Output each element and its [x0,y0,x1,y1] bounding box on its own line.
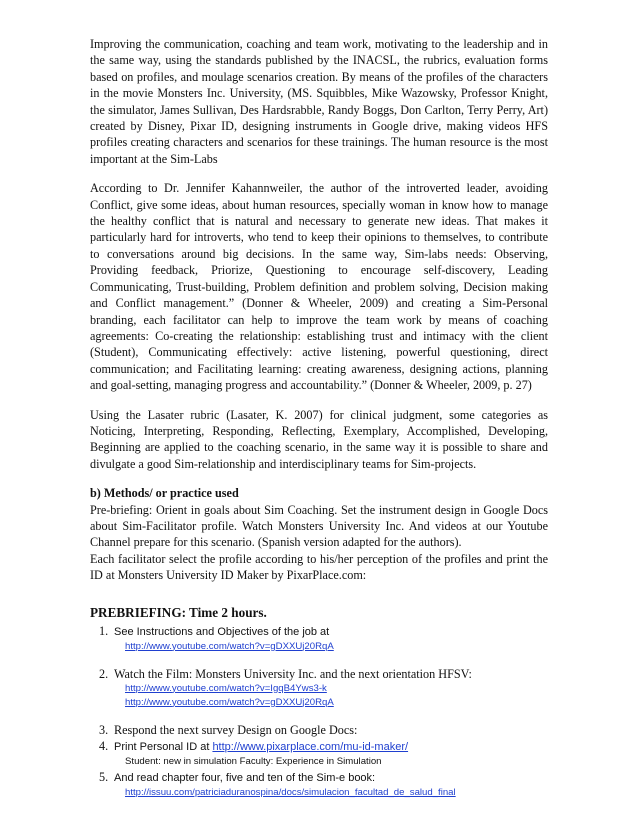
step-number: 2. [99,666,109,681]
step-4 [90,738,548,755]
step-text: And read chapter four, five and ten of the Sim-e book: [114,771,376,784]
prebriefing-heading: PREBRIEFING: Time 2 hours. [90,604,267,620]
step-1-links [90,640,548,654]
step-2-links [90,682,548,710]
methods-prebriefing-paragraph: Pre-briefing: Orient in goals about Sim Coaching. Set the instrument design in Google Docs about Sim-Facilitator profile. Watch Monsters University Inc. And videos at our Youtube Channel prepare for this scenario. (Spanish version adapted for the authors). [90,502,548,550]
step-3 [90,722,548,738]
step-4-note: Student: new in simulation Faculty: Experience in Simulation [125,755,382,767]
issuu-link[interactable]: http://issuu.com/patriciaduranospina/docs/simulacion_facultad_de_salud_final [125,786,456,798]
step-number: 4. [99,738,109,753]
step-number: 3. [99,722,109,737]
youtube-link[interactable]: http://www.youtube.com/watch?v=IgqB4Yws3-k [125,682,327,694]
step-number: 5. [99,769,109,784]
step-text: Watch the Film: Monsters University Inc. and the next orientation HFSV: [114,666,472,681]
step-2 [90,666,548,682]
methods-heading: b) Methods/ or practice used [90,486,239,501]
methods-facilitator-paragraph: Each facilitator select the profile according to his/her perception of the profiles and print the ID at Monsters University ID Maker by PixarPlace.com: [90,551,548,583]
youtube-link[interactable]: http://www.youtube.com/watch?v=gDXXUj20RqA [125,696,334,708]
youtube-link[interactable]: http://www.youtube.com/watch?v=gDXXUj20RqA [125,640,334,652]
step-text: Print Personal ID at [114,740,213,753]
intro-paragraph: Improving the communication, coaching and team work, motivating to the leadership and in the same way, using the standards published by the INACSL, the rubrics, evaluation forms based on profiles, and moulage scenarios creation. By means of the profiles of the characters in the movie Monsters Inc. University, (MS. Squibbles, Mike Wazowsky, Professor Knight, the simulator, James Sullivan, Des Hardsrabble, Randy Boggs, Don Carlton, Terry Perry, Art) created by Disney, Pixar ID, designing instruments in Google drive, making videos HFS profiles creating characters and scenarios for these trainings. The human resource is the most important at the Sim-Labs [90,37,548,166]
kahannweiler-paragraph: According to Dr. Jennifer Kahannweiler, the author of the introverted leader, avoiding Conflict, give some ideas, about human resources, specially woman in know how to manage the healthy conflict that is natural and necessary to generate new ideas. That makes it particularly hard for introverts, who tend to keep their opinions to themselves, to contribute to conversations around big decisions. In the same way, Sim-labs needs: Observing, Providing feedback, Priorize, Questioning to encourage self-discovery, Leading Communicating, Trust-building, Problem definition and problem solving, Decision making and Conflict management.” (Donner & Wheeler, 2009) and creating a Sim-Personal branding, each facilitator can help to improve the team work by means of coaching agreements: Co-creating the relationship: establishing trust and intimacy with the client (Student), Communicating effectively: active listening, powerful questioning, direct communication; and Facilitating learning: creating awareness, designing actions, planning and goal-setting, managing progress and accountability.” (Donner & Wheeler, 2009, p. 27) [90,181,548,393]
step-5 [90,769,548,786]
step-5-links [90,786,548,800]
step-text: See Instructions and Objectives of the job at [114,625,330,638]
step-text: Respond the next survey Design on Google Docs: [114,722,358,737]
step-1 [90,623,548,640]
step-number: 1. [99,623,109,638]
lasater-paragraph: Using the Lasater rubric (Lasater, K. 2007) for clinical judgment, some categories as Noticing, Interpreting, Responding, Reflecting, Exemplary, Accomplished, Developing, Beginning are applied to the coaching scenario, in the same way it is possible to share and divulgate a good Sim-relationship and interdisciplinary teams for Sim-projects. [90,407,548,471]
pixarplace-link[interactable]: http://www.pixarplace.com/mu-id-maker/ [212,740,409,753]
prebriefing-steps [90,623,548,800]
